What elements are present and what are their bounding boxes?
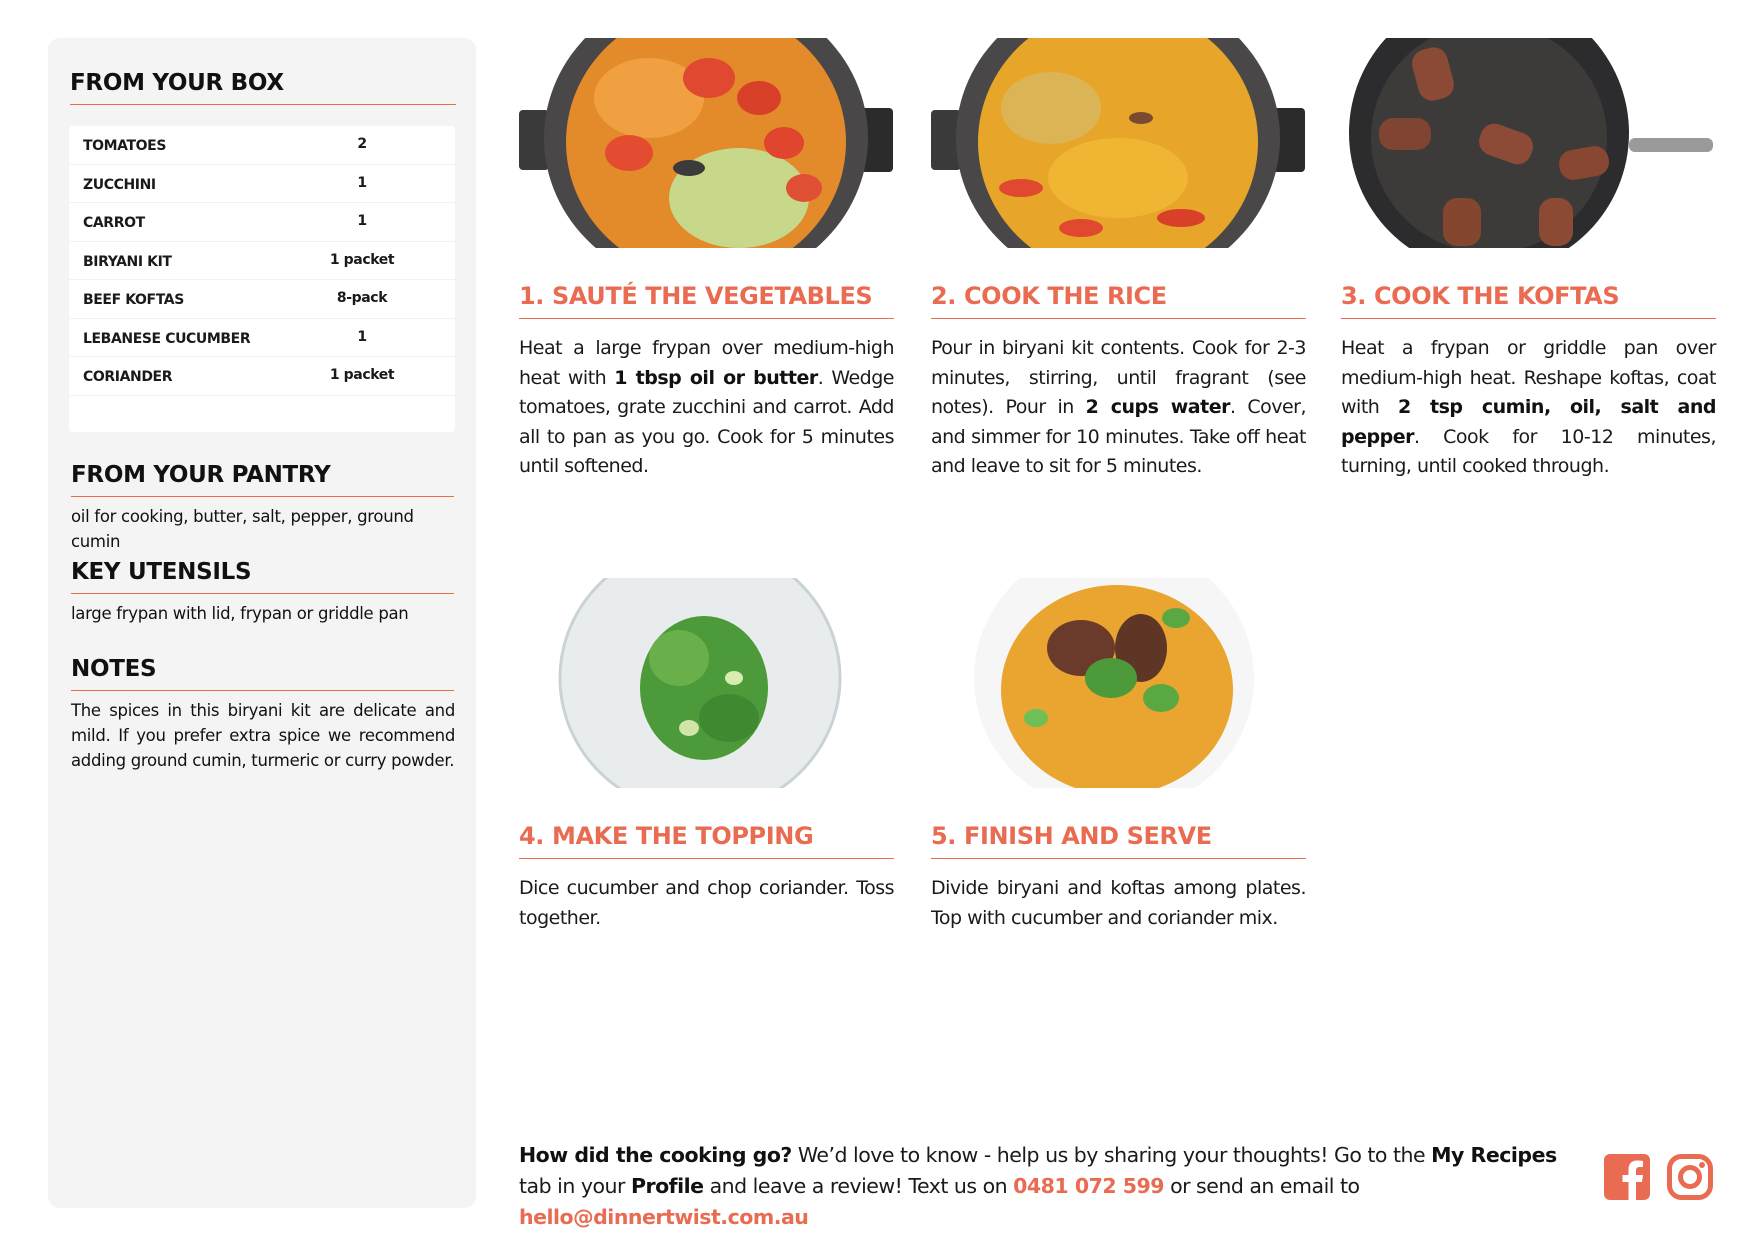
step-1-text: Heat a large frypan over medium-high heat with 1 tbsp oil or butter. Wedge tomatoes, grate zucchini and carrot. Add all to pan as you go. Cook for 5 minutes until softened. — [519, 337, 894, 477]
feedback-footer: How did the cooking go? We’d love to know - help us by sharing your thoughts! Go to the My Recipes tab in your Profile and leave a review! Text us on 0481 072 599 or send an email to hello@dinnertwist.com.au — [519, 1143, 1557, 1229]
notes-text: The spices in this biryani kit are delicate and mild. If you prefer extra spice we recommend adding ground cumin, turmeric or curry powder. — [71, 701, 455, 770]
step-3-text: Heat a frypan or griddle pan over medium-high heat. Reshape koftas, coat with 2 tsp cumin, oil, salt and pepper. Cook for 10-12 minutes, turning, until cooked through. — [1341, 337, 1716, 477]
table-row — [69, 319, 455, 358]
facebook-icon[interactable] — [1604, 1154, 1650, 1200]
ingredient-name: BIRYANI KIT — [83, 253, 172, 270]
ingredient-qty: 1 — [357, 328, 367, 345]
step-5-title: 5. FINISH AND SERVE — [931, 822, 1306, 859]
ingredient-name: ZUCCHINI — [83, 176, 156, 193]
table-row — [69, 165, 455, 204]
from-your-box-heading: FROM YOUR BOX — [70, 70, 456, 105]
ingredient-qty: 1 packet — [329, 251, 395, 268]
step-3-photo — [1339, 38, 1713, 248]
pantry-heading: FROM YOUR PANTRY — [71, 462, 454, 497]
pantry-text: oil for cooking, butter, salt, pepper, ground cumin — [71, 507, 414, 551]
table-row — [69, 280, 455, 319]
step-2-photo — [931, 38, 1305, 248]
ingredient-name: BEEF KOFTAS — [83, 292, 184, 308]
table-row — [69, 126, 455, 165]
table-row — [69, 203, 455, 242]
step-3-title: 3. COOK THE KOFTAS — [1341, 282, 1716, 319]
ingredients-panel — [48, 38, 476, 1208]
utensils-heading: KEY UTENSILS — [71, 559, 454, 594]
phone-link[interactable]: 0481 072 599 — [1013, 1174, 1165, 1198]
ingredient-qty: 8-pack — [336, 290, 388, 306]
step-4-text: Dice cucumber and chop coriander. Toss together. — [519, 877, 894, 929]
ingredients-table — [69, 126, 455, 432]
step-5-text: Divide biryani and koftas among plates. Top with cucumber and coriander mix. — [931, 877, 1306, 929]
step-2-title: 2. COOK THE RICE — [931, 282, 1306, 319]
ingredient-name: TOMATOES — [83, 138, 167, 154]
notes-heading: NOTES — [71, 656, 454, 691]
ingredient-name: CORIANDER — [83, 369, 173, 385]
instagram-icon[interactable] — [1667, 1154, 1713, 1200]
ingredient-name: CARROT — [83, 215, 145, 231]
step-1-title: 1. SAUTÉ THE VEGETABLES — [519, 282, 894, 319]
step-4-title: 4. MAKE THE TOPPING — [519, 822, 894, 859]
ingredient-qty: 1 — [357, 174, 367, 191]
table-row — [69, 242, 455, 281]
ingredient-qty: 2 — [357, 136, 367, 152]
step-2-text: Pour in biryani kit contents. Cook for 2-3 minutes, stirring, until fragrant (see notes). Pour in 2 cups water. Cover, and simmer for 10 minutes. Take off heat and leave to sit for 5 minutes. — [931, 337, 1306, 477]
step-4-photo — [519, 578, 893, 788]
email-link[interactable]: hello@dinnertwist.com.au — [519, 1205, 809, 1229]
step-1-photo — [519, 38, 893, 248]
ingredient-qty: 1 — [357, 213, 367, 229]
step-5-photo — [931, 578, 1305, 788]
ingredient-qty: 1 packet — [329, 367, 395, 383]
table-row — [69, 357, 455, 396]
utensils-text: large frypan with lid, frypan or griddle pan — [71, 604, 409, 623]
ingredient-name: LEBANESE CUCUMBER — [83, 330, 251, 347]
